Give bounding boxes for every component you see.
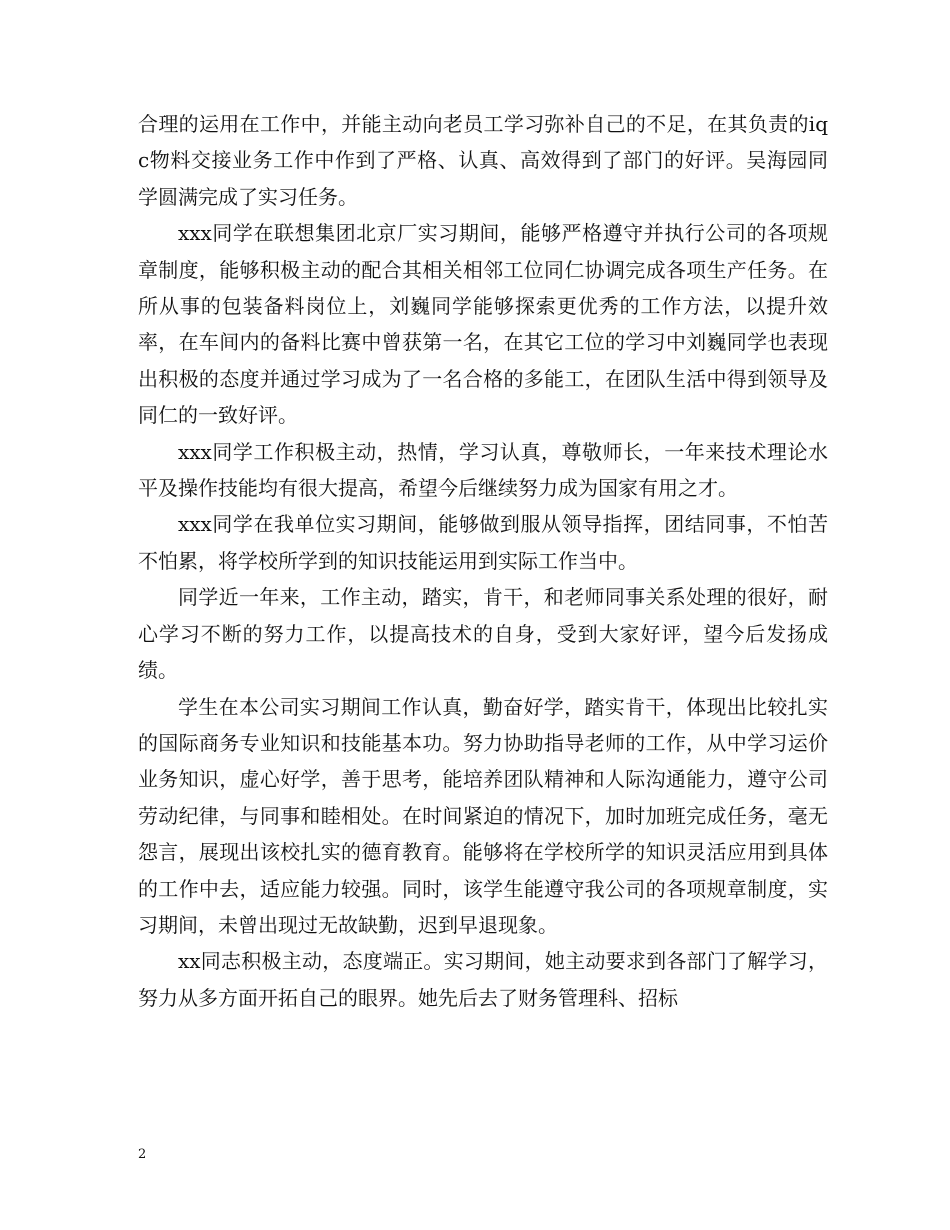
paragraph-4: xxx同学在我单位实习期间，能够做到服从领导指挥，团结同事，不怕苦不怕累，将学校所学到的知识技能运用到实际工作当中。: [138, 512, 828, 573]
paragraph-2: xxx同学在联想集团北京厂实习期间，能够严格遵守并执行公司的各项规章制度，能够积极主动的配合其相关相邻工位同仁协调完成各项生产任务。在所从事的包装备料岗位上，刘巍同学能够探索更优秀的工作方法，以提升效率，在车间内的备料比赛中曾获第一名，在其它工位的学习中刘巍同学也表现出积极的态度并通过学习成为了一名合格的多能工，在团队生活中得到领导及同仁的一致好评。: [138, 221, 828, 428]
paragraph-7: xx同志积极主动，态度端正。实习期间，她主动要求到各部门了解学习，努力从多方面开拓自己的眼界。她先后去了财务管理科、招标: [138, 949, 828, 1010]
paragraph-3: xxx同学工作积极主动，热情，学习认真，尊敬师长，一年来技术理论水平及操作技能均有很大提高，希望今后继续努力成为国家有用之才。: [138, 439, 828, 501]
paragraph-1: 合理的运用在工作中，并能主动向老员工学习弥补自己的不足，在其负责的iqc物料交接业务工作中作到了严格、认真、高效得到了部门的好评。吴海园同学圆满完成了实习任务。: [138, 112, 828, 209]
paragraph-5: 同学近一年来，工作主动，踏实，肯干，和老师同事关系处理的很好，耐心学习不断的努力工作，以提高技术的自身，受到大家好评，望今后发扬成绩。: [138, 585, 828, 683]
page-number: 2: [138, 1147, 147, 1162]
paragraph-6: 学生在本公司实习期间工作认真，勤奋好学，踏实肯干，体现出比较扎实的国际商务专业知识和技能基本功。努力协助指导老师的工作，从中学习运价业务知识，虚心好学，善于思考，能培养团队精神和人际沟通能力，遵守公司劳动纪律，与同事和睦相处。在时间紧迫的情况下，加时加班完成任务，毫无怨言，展现出该校扎实的德育教育。能够将在学校所学的知识灵活应用到具体的工作中去，适应能力较强。同时，该学生能遵守我公司的各项规章制度，实习期间，未曾出现过无故缺勤，迟到早退现象。: [138, 694, 828, 937]
document-body: [138, 106, 828, 1016]
